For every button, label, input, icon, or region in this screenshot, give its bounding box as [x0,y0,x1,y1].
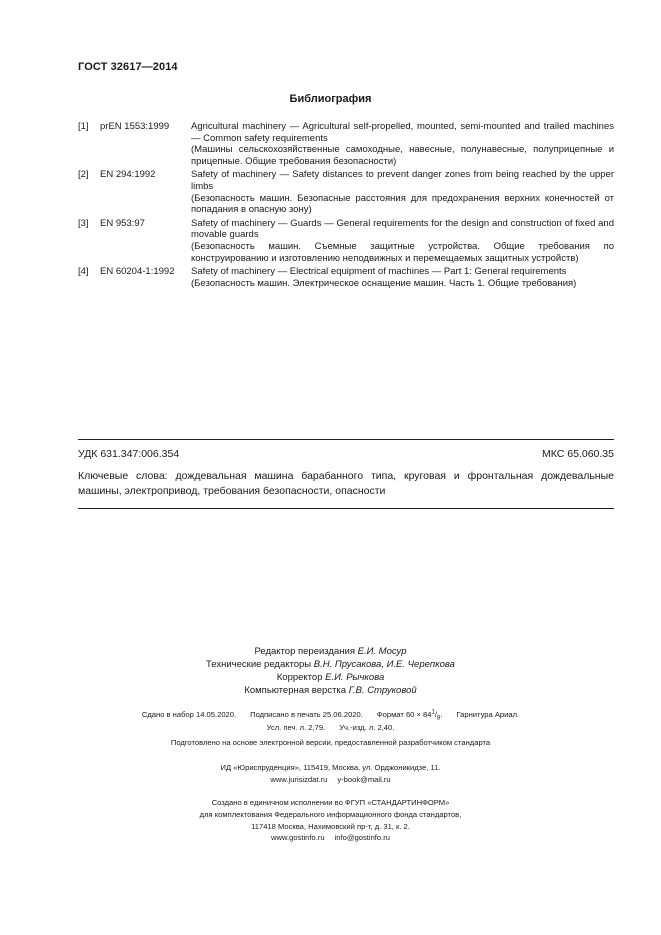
entry-title-ru: (Безопасность машин. Безопасные расстояния для предохранения верхних конечностей от попадания в опасную зону) [191,192,614,216]
entry-number: [1] [78,121,89,132]
entry-title-en: Safety of machinery — Safety distances to prevent danger zones from being reached by the upper limbs [191,169,614,192]
print-details-line2: Усл. печ. л. 2,79. Уч.-изд. л. 2,40. [266,722,395,732]
entry-standard-code: EN 294:1992 [100,169,156,181]
entry-text [191,169,614,215]
credit-tech-editors: Технические редакторы В.Н. Прусакова, И.Е. Черепкова [206,659,455,670]
entry-number: [3] [78,217,89,229]
creator-info: Создано в единичном исполнении во ФГУП «СТАНДАРТИНФОРМ» для комплектования Федерального информационного фонда стандартов, 117418 Москва, Нахимовский пр-т, д. 31, к. 2. www.gostinfo.ru info@gostinfo.ru [199,798,462,843]
document-code: ГОСТ 32617—2014 [78,61,178,73]
top-divider [78,439,614,440]
prepared-note: Подготовлено на основе электронной версии, предоставленной разработчиком стандарта [170,738,491,747]
publisher-site-link[interactable]: www.jurisizdat.ru [270,775,328,784]
credit-proofreader: Корректор Е.И. Рычкова [276,672,385,683]
bibliography-list [78,121,614,291]
publisher-info: ИД «Юриспруденция», 115419, Москва, ул. Орджоникидзе, 11. www.jurisizdat.ru y-book@mail.ru [220,763,441,784]
keywords: Ключевые слова: дождевальная машина барабанного типа, круговая и фронтальная дождевальные машины, электропривод, требования безопасности, опасности [78,470,614,497]
bibliography-entry [78,121,614,167]
entry-text [191,266,614,289]
entry-number: [2] [78,169,89,181]
mks-code: МКС 65.060.35 [542,448,614,460]
publisher-email-link[interactable]: y-book@mail.ru [337,775,391,784]
entry-title-ru: (Машины сельскохозяйственные самоходные, навесные, полунавесные, полуприцепные и прицепные. Общие требования безопасности) [191,144,614,167]
entry-standard-code: EN 953:97 [100,217,145,229]
creator-site-link[interactable]: www.gostinfo.ru [270,833,325,843]
udk-code: УДК 631.347:006.354 [78,448,180,460]
entry-title-ru: (Безопасность машин. Электрическое оснащение машин. Часть 1. Общие требования) [191,277,577,289]
bibliography-entry [78,218,614,264]
bibliography-entry [78,266,614,289]
entry-standard-code: EN 60204-1:1992 [100,266,175,278]
print-details-line1: Сдано в набор 14.05.2020. Подписано в печать 25.06.2020. Формат $60 \times 84^1/_8$. Гарнитура Ариал. [141,709,520,722]
credits-block [0,645,661,697]
entry-title-en: Agricultural machinery — Agricultural self-propelled, mounted, semi-mounted and trailed machines — Common safety requirements [191,121,614,144]
credit-layout: Компьютерная верстка Г.В. Струковой [244,685,417,696]
bibliography-title: Библиография [289,93,372,105]
entry-title-ru: (Безопасность машин. Съемные защитные устройства. Общие требования по конструированию и изготовлению неподвижных и перемещаемых защитных устройств) [191,240,614,264]
bibliography-entry [78,169,614,215]
entry-text [191,218,614,264]
entry-number: [4] [78,266,89,278]
creator-email-link[interactable]: info@gostinfo.ru [334,833,391,843]
entry-title-en: Safety of machinery — Guards — General requirements for the design and construction of fixed and movable guards [191,217,614,241]
entry-standard-code: prEN 1553:1999 [100,121,170,132]
entry-text [191,121,614,167]
entry-title-en: Safety of machinery — Electrical equipment of machines — Part 1: General requirements [191,266,567,278]
print-details [0,709,661,734]
credit-editor: Редактор переиздания Е.И. Мосур [254,646,407,657]
bottom-divider [78,508,614,509]
